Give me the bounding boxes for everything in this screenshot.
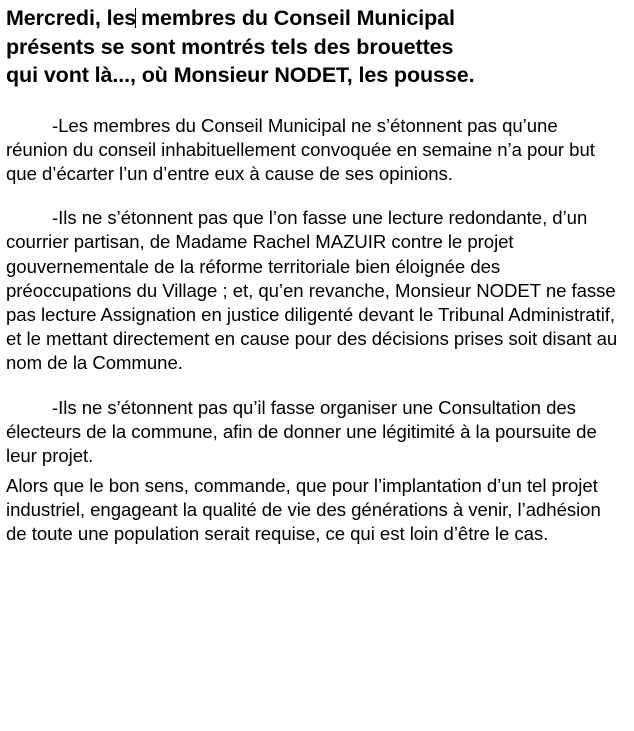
paragraph-1-text: -Les membres du Conseil Municipal ne s’étonnent pas qu’une réunion du conseil inhabituellement convoquée en semaine n’a pour but que d’écarter l’un d’entre eux à cause de ses opinions. (6, 114, 595, 185)
paragraph-3-text: -Ils ne s’étonnent pas qu’il fasse organiser une Consultation des électeurs de la commune, afin de donner une légitimité à la poursuite de leur projet. (6, 396, 597, 466)
paragraph-2-text: -Ils ne s’étonnent pas que l’on fasse une lecture redondante, d’un courrier partisan, de Madame Rachel MAZUIR contre le projet gouvernementale de la réforme territoriale bien éloignée des préoccupations du Village ; et, qu’en revanche, Monsieur NODET ne fasse pas lecture Assignation en justice diligenté devant le Tribunal Administratif, et le mettant directement en cause pour des décisions prises soit disant au nom de la Commune. (6, 207, 618, 374)
heading-line-3 (6, 61, 624, 90)
heading-line-1 (6, 4, 624, 33)
heading-line-3-text: qui vont là..., où Monsieur NODET, les pousse. (6, 63, 475, 88)
spacer-after-paragraph-2 (6, 382, 624, 396)
paragraph-4-text: Alors que le bon sens, commande, que pour l’implantation d’un tel projet industriel, engageant la qualité de vie des générations à venir, l’adhésion de toute une population serait requise, ce qui est loin d’être le cas. (6, 475, 601, 545)
heading-line-2-text: présents se sont montrés tels des brouettes (6, 34, 454, 59)
heading-line-2 (6, 33, 624, 62)
heading-line-1-text: Mercredi, les membres du Conseil Municipal (6, 6, 455, 30)
spacer-after-paragraph-1 (6, 192, 624, 206)
document-heading (6, 4, 624, 90)
paragraph-3 (6, 396, 624, 469)
paragraph-2 (6, 206, 624, 375)
text-cursor (135, 8, 136, 28)
paragraph-4 (6, 474, 624, 547)
paragraph-1 (6, 114, 624, 187)
spacer-after-heading (6, 96, 624, 114)
